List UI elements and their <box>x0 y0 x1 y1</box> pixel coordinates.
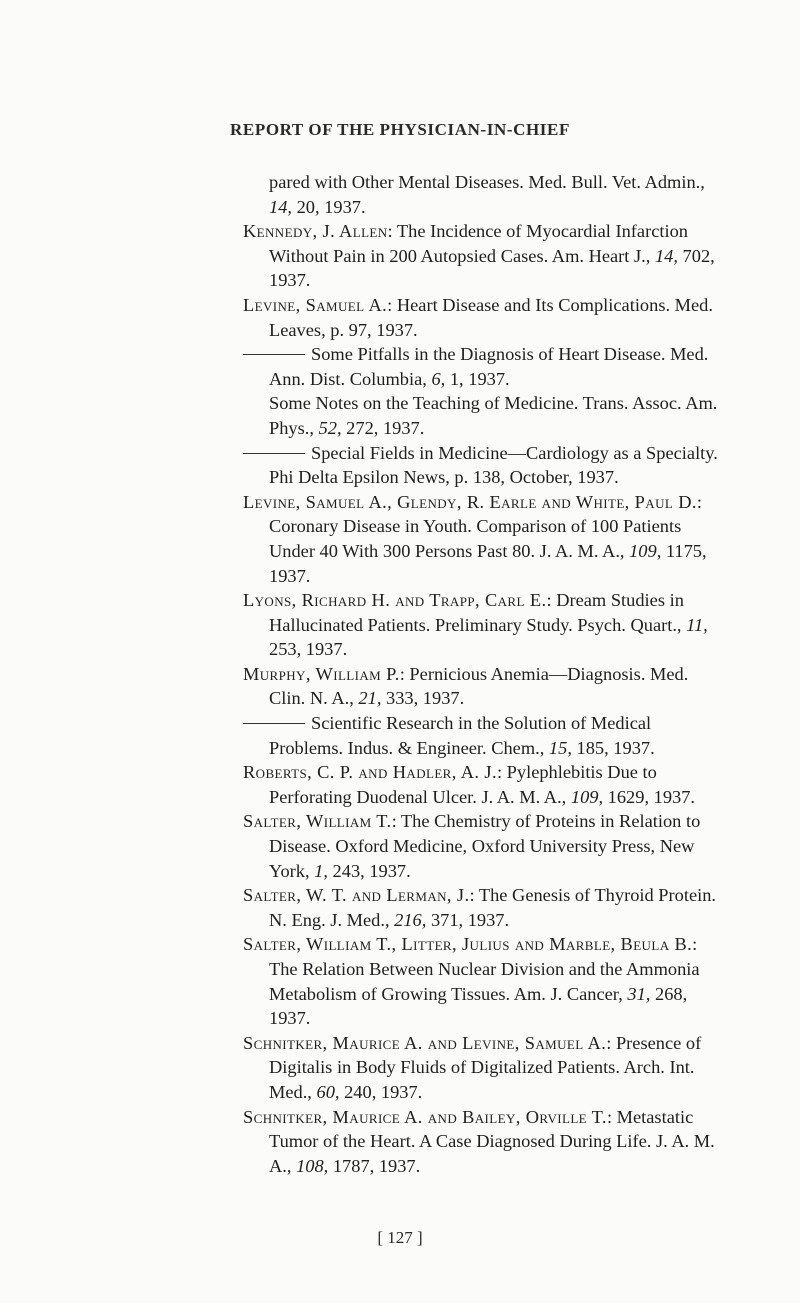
reference-entry <box>243 809 723 883</box>
ditto-dash <box>243 453 305 454</box>
reference-list <box>243 170 723 1178</box>
reference-text: : Pernicious Anemia—Diagnosis. Med. Clin. N. A., <box>269 663 689 709</box>
reference-pages-year: 1, 1937. <box>445 368 510 389</box>
ditto-dash <box>243 354 305 355</box>
reference-volume: 6, <box>431 368 446 389</box>
reference-text: : Coronary Disease in Youth. Comparison of 100 Patients Under 40 With 300 Persons Past 80. J. A. M. A., <box>269 491 703 561</box>
reference-entry <box>243 760 723 809</box>
reference-entry <box>243 293 723 342</box>
reference-text: Special Fields in Medicine—Cardiology as a Specialty. Phi Delta Epsilon News, p. 138, October, 1937. <box>269 442 718 488</box>
reference-entry <box>243 391 723 440</box>
reference-entry <box>243 711 723 760</box>
reference-pages-year: 272, 1937. <box>341 417 425 438</box>
reference-volume: 60, <box>316 1081 340 1102</box>
reference-text: Some Notes on the Teaching of Medicine. Trans. Assoc. Am. Phys., <box>269 393 718 438</box>
reference-pages-year: 371, 1937. <box>426 909 510 930</box>
reference-pages-year: 20, 1937. <box>292 196 366 217</box>
reference-entry <box>243 1105 723 1179</box>
reference-pages-year: 185, 1937. <box>571 737 655 758</box>
reference-entry <box>243 170 723 219</box>
reference-pages-year: 243, 1937. <box>327 860 411 881</box>
reference-entry <box>243 588 723 662</box>
reference-volume: 14, <box>269 196 292 217</box>
reference-text: : Pylephlebitis Due to Perforating Duodenal Ulcer. J. A. M. A., <box>269 762 657 807</box>
reference-pages-year: 1175, 1937. <box>269 540 707 586</box>
reference-volume: 14, <box>654 245 678 266</box>
reference-entry <box>243 883 723 932</box>
reference-author: Levine, Samuel A. <box>243 294 388 315</box>
reference-text: pared with Other Mental Diseases. Med. Bull. Vet. Admin., <box>269 172 705 192</box>
reference-volume: 21, <box>358 688 382 709</box>
reference-author: Kennedy, J. Allen <box>243 221 388 242</box>
reference-entry <box>243 662 723 711</box>
reference-pages-year: 1629, 1937. <box>603 786 696 807</box>
reference-author: Schnitker, Maurice A. and Levine, Samuel A. <box>243 1032 607 1053</box>
ditto-dash <box>243 723 305 724</box>
reference-entry <box>243 490 723 588</box>
reference-entry <box>243 441 723 490</box>
reference-author: Salter, William T., Litter, Julius and Marble, Beula B. <box>243 934 693 955</box>
reference-text: : Presence of Digitalis in Body Fluids of Digitalized Patients. Arch. Int. Med., <box>269 1032 702 1102</box>
reference-text: : The Incidence of Myocardial Infarction Without Pain in 200 Autopsied Cases. Am. Heart J., <box>269 221 688 266</box>
reference-entry <box>243 342 723 391</box>
reference-volume: 216, <box>394 909 427 930</box>
reference-volume: 109, <box>629 540 662 561</box>
reference-text: : The Chemistry of Proteins in Relation to Disease. Oxford Medicine, Oxford University Press, New York, <box>269 811 701 881</box>
reference-entry <box>243 932 723 1030</box>
reference-text: : The Genesis of Thyroid Protein. N. Eng. J. Med., <box>269 885 717 930</box>
reference-text: Some Pitfalls in the Diagnosis of Heart Disease. Med. Ann. Dist. Columbia, <box>269 344 709 389</box>
reference-volume: 1, <box>314 860 328 881</box>
reference-pages-year: 702, 1937. <box>269 245 715 291</box>
reference-entry <box>243 219 723 293</box>
reference-author: Murphy, William P. <box>243 663 400 684</box>
reference-author: Schnitker, Maurice A. and Bailey, Orville T. <box>243 1106 607 1127</box>
reference-volume: 15, <box>548 737 572 758</box>
reference-volume: 31, <box>627 983 651 1004</box>
reference-pages-year: 1787, 1937. <box>328 1155 421 1176</box>
reference-volume: 11, <box>686 614 708 635</box>
reference-pages-year: 268, 1937. <box>269 983 688 1029</box>
reference-author: Levine, Samuel A., Glendy, R. Earle and White, Paul D. <box>243 491 697 512</box>
reference-volume: 108, <box>296 1155 329 1176</box>
reference-author: Salter, William T. <box>243 811 392 832</box>
reference-text: : Heart Disease and Its Complications. Med. Leaves, p. 97, 1937. <box>269 294 713 340</box>
reference-text: : Metastatic Tumor of the Heart. A Case Diagnosed During Life. J. A. M. A., <box>269 1106 715 1176</box>
reference-text: Scientific Research in the Solution of Medical Problems. Indus. & Engineer. Chem., <box>269 713 652 758</box>
reference-author: Lyons, Richard H. and Trapp, Carl E. <box>243 590 547 611</box>
page-number: [ 127 ] <box>377 1228 423 1247</box>
reference-pages-year: 240, 1937. <box>339 1081 423 1102</box>
reference-pages-year: 253, 1937. <box>269 639 348 660</box>
reference-pages-year: 333, 1937. <box>381 688 465 709</box>
reference-volume: 52, <box>318 417 342 438</box>
running-head: REPORT OF THE PHYSICIAN-IN-CHIEF <box>230 120 570 139</box>
reference-text: : The Relation Between Nuclear Division and the Ammonia Metabolism of Growing Tissues. Am. J. Cancer, <box>269 934 700 1004</box>
reference-entry <box>243 1031 723 1105</box>
reference-volume: 109, <box>570 786 604 807</box>
reference-author: Roberts, C. P. and Hadler, A. J. <box>243 762 497 783</box>
reference-author: Salter, W. T. and Lerman, J. <box>243 885 470 906</box>
reference-text: : Dream Studies in Hallucinated Patients. Preliminary Study. Psych. Quart., <box>269 590 687 635</box>
